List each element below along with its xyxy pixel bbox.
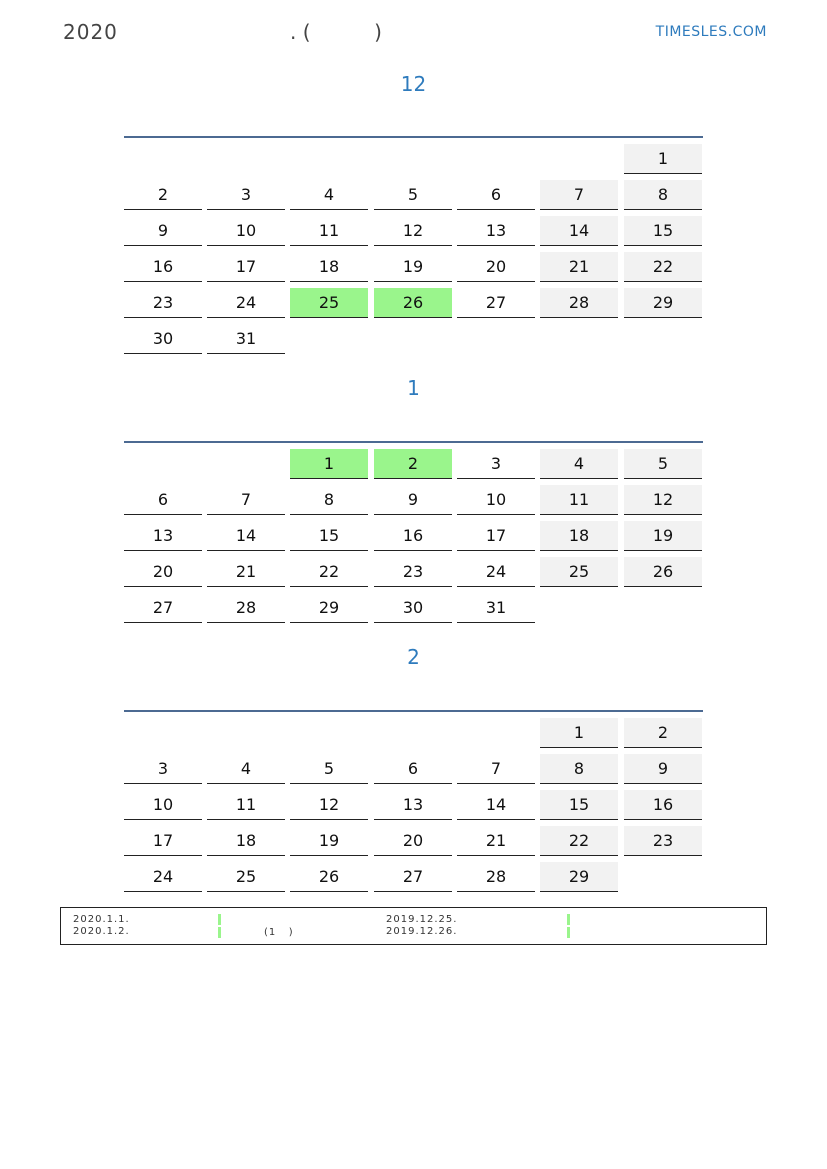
calendar-day: 28 — [207, 593, 285, 623]
calendar-day: 15 — [624, 216, 702, 246]
calendar-day: 3 — [207, 180, 285, 210]
calendar-day: 11 — [540, 485, 618, 515]
calendar-day: 25 — [540, 557, 618, 587]
calendar-day: 30 — [374, 593, 452, 623]
legend-date: 2019.12.25. — [386, 914, 458, 925]
calendar-day: 7 — [540, 180, 618, 210]
calendar-day: 21 — [540, 252, 618, 282]
calendar-day: 18 — [207, 826, 285, 856]
calendar-day: 25 — [290, 288, 368, 318]
calendar-day: 19 — [624, 521, 702, 551]
calendar-day: 19 — [374, 252, 452, 282]
calendar-day: 28 — [457, 862, 535, 892]
calendar-day: 24 — [207, 288, 285, 318]
calendar-day: 5 — [290, 754, 368, 784]
calendar-day: 21 — [457, 826, 535, 856]
calendar-day: 26 — [290, 862, 368, 892]
calendar-day: 12 — [374, 216, 452, 246]
calendar-day: 14 — [207, 521, 285, 551]
calendar-day: 9 — [624, 754, 702, 784]
holiday-marker — [218, 927, 221, 938]
calendar-day: 28 — [540, 288, 618, 318]
calendar-day: 21 — [207, 557, 285, 587]
calendar-day: 8 — [624, 180, 702, 210]
calendar-day: 13 — [124, 521, 202, 551]
calendar-day: 19 — [290, 826, 368, 856]
calendar-day: 2 — [374, 449, 452, 479]
calendar-day: 3 — [457, 449, 535, 479]
calendar-day: 3 — [124, 754, 202, 784]
calendar-december — [124, 136, 703, 348]
calendar-day: 1 — [290, 449, 368, 479]
header-year: 2020 — [63, 20, 118, 44]
calendar-day: 8 — [290, 485, 368, 515]
month-title-december: 12 — [400, 72, 427, 96]
calendar-day: 27 — [457, 288, 535, 318]
calendar-day: 6 — [457, 180, 535, 210]
holiday-marker — [567, 927, 570, 938]
calendar-day: 26 — [374, 288, 452, 318]
calendar-day: 2 — [124, 180, 202, 210]
calendar-day: 18 — [540, 521, 618, 551]
calendar-day: 14 — [457, 790, 535, 820]
calendar-day: 29 — [624, 288, 702, 318]
calendar-day: 16 — [624, 790, 702, 820]
calendar-day: 1 — [540, 718, 618, 748]
calendar-day: 9 — [124, 216, 202, 246]
calendar-day: 17 — [207, 252, 285, 282]
calendar-day: 22 — [540, 826, 618, 856]
calendar-day: 4 — [207, 754, 285, 784]
calendar-day: 9 — [374, 485, 452, 515]
calendar-day: 11 — [290, 216, 368, 246]
calendar-day: 7 — [207, 485, 285, 515]
legend-date: 2020.1.2. — [73, 926, 130, 937]
calendar-day: 20 — [124, 557, 202, 587]
calendar-day: 5 — [624, 449, 702, 479]
calendar-day: 5 — [374, 180, 452, 210]
calendar-day: 4 — [290, 180, 368, 210]
calendar-day: 29 — [540, 862, 618, 892]
calendar-february — [124, 710, 703, 886]
calendar-day: 25 — [207, 862, 285, 892]
calendar-day: 27 — [124, 593, 202, 623]
calendar-day: 12 — [624, 485, 702, 515]
calendar-day: 31 — [207, 324, 285, 354]
calendar-day: 10 — [207, 216, 285, 246]
calendar-day: 16 — [124, 252, 202, 282]
calendar-day: 22 — [290, 557, 368, 587]
calendar-day: 4 — [540, 449, 618, 479]
holiday-legend — [60, 907, 767, 945]
calendar-day: 16 — [374, 521, 452, 551]
legend-note: (1 ) — [264, 927, 294, 938]
month-title-february: 2 — [407, 645, 420, 669]
calendar-day: 23 — [124, 288, 202, 318]
site-link[interactable]: TIMESLES.COM — [655, 24, 767, 40]
calendar-day: 20 — [374, 826, 452, 856]
calendar-day: 15 — [540, 790, 618, 820]
calendar-day: 13 — [457, 216, 535, 246]
month-title-january: 1 — [407, 376, 420, 400]
calendar-day: 12 — [290, 790, 368, 820]
calendar-day: 10 — [457, 485, 535, 515]
calendar-day: 18 — [290, 252, 368, 282]
calendar-day: 24 — [124, 862, 202, 892]
legend-date: 2020.1.1. — [73, 914, 130, 925]
calendar-day: 7 — [457, 754, 535, 784]
calendar-day: 29 — [290, 593, 368, 623]
calendar-day: 17 — [124, 826, 202, 856]
calendar-day: 10 — [124, 790, 202, 820]
calendar-day: 6 — [374, 754, 452, 784]
calendar-day: 8 — [540, 754, 618, 784]
calendar-day: 1 — [624, 144, 702, 174]
calendar-day: 2 — [624, 718, 702, 748]
holiday-marker — [218, 914, 221, 925]
calendar-day: 22 — [624, 252, 702, 282]
header-subtitle: . ( ) — [290, 20, 382, 44]
calendar-day: 24 — [457, 557, 535, 587]
calendar-day: 15 — [290, 521, 368, 551]
calendar-day: 14 — [540, 216, 618, 246]
holiday-marker — [567, 914, 570, 925]
calendar-day: 23 — [624, 826, 702, 856]
calendar-day: 30 — [124, 324, 202, 354]
calendar-day: 23 — [374, 557, 452, 587]
calendar-day: 20 — [457, 252, 535, 282]
calendar-day: 11 — [207, 790, 285, 820]
legend-date: 2019.12.26. — [386, 926, 458, 937]
calendar-day: 13 — [374, 790, 452, 820]
calendar-january — [124, 441, 703, 617]
calendar-day: 6 — [124, 485, 202, 515]
calendar-day: 31 — [457, 593, 535, 623]
calendar-day: 27 — [374, 862, 452, 892]
calendar-day: 17 — [457, 521, 535, 551]
calendar-day: 26 — [624, 557, 702, 587]
